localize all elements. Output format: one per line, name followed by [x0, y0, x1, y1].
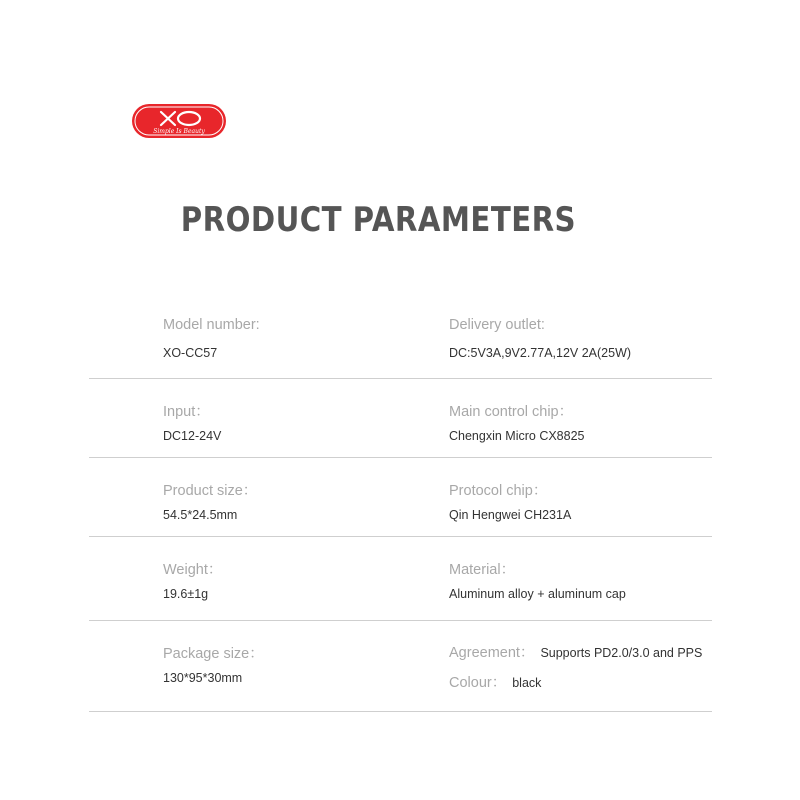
brand-logo	[131, 103, 227, 139]
param-value: 54.5*24.5mm	[163, 508, 238, 522]
param-row	[89, 537, 712, 621]
param-value: XO-CC57	[163, 346, 218, 360]
param-label: Model number:	[163, 317, 260, 333]
param-label: Protocol chip：	[449, 483, 548, 499]
param-value: DC:5V3A,9V2.77A,12V 2A(25W)	[449, 346, 632, 360]
param-value: Supports PD2.0/3.0 and PPS	[540, 646, 703, 660]
param-row	[89, 379, 712, 458]
param-row	[89, 296, 712, 379]
param-label: Main control chip：	[449, 404, 574, 420]
param-label: Colour：	[449, 675, 507, 691]
xo-logo-icon	[131, 103, 227, 139]
param-value: Chengxin Micro CX8825	[449, 429, 585, 443]
param-label: Input：	[163, 404, 210, 420]
param-label: Agreement：	[449, 645, 535, 661]
param-value: Aluminum alloy + aluminum cap	[449, 587, 626, 601]
param-value: 130*95*30mm	[163, 671, 243, 685]
param-label: Product size：	[163, 483, 258, 499]
colour-line	[449, 671, 541, 692]
param-label: Delivery outlet:	[449, 317, 545, 333]
param-label: Package size：	[163, 646, 264, 662]
param-row	[89, 458, 712, 537]
logo-tagline: Simple Is Beauty	[153, 128, 205, 135]
param-value: DC12-24V	[163, 429, 222, 443]
parameters-table	[89, 296, 712, 712]
page-title: PRODUCT PARAMETERS	[180, 200, 577, 240]
param-value: 19.6±1g	[163, 587, 209, 601]
param-value: Qin Hengwei CH231A	[449, 508, 572, 522]
param-row	[89, 621, 712, 712]
param-label: Material：	[449, 562, 516, 578]
param-value: black	[512, 676, 542, 690]
agreement-line	[449, 641, 702, 662]
param-label: Weight：	[163, 562, 223, 578]
